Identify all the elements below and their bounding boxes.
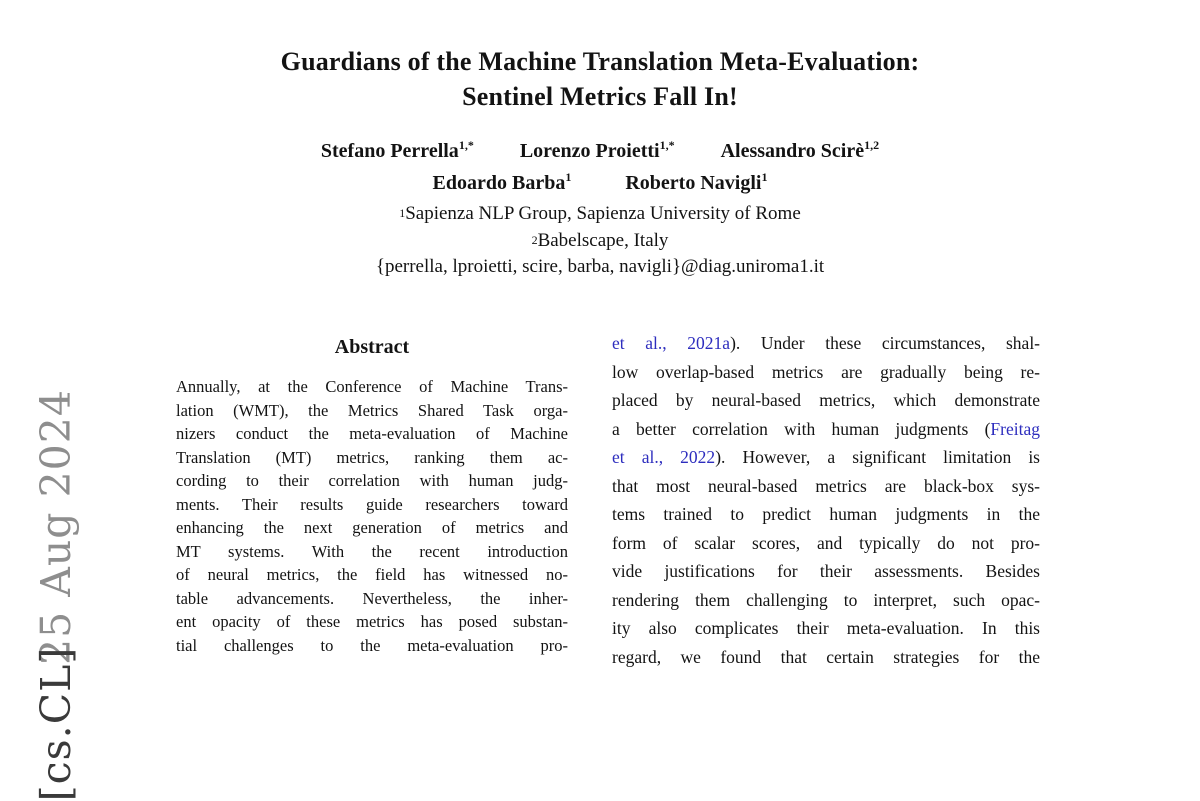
arxiv-category-clipped: [cs.CL] xyxy=(32,646,80,801)
text-segment: a better correlation with human judgments ( xyxy=(612,418,991,439)
author-affiliation-sup: 1,* xyxy=(458,138,474,152)
abstract-text-line: tial challenges to the meta-evaluation pro- xyxy=(176,635,568,655)
affiliation-sup: 1 xyxy=(399,206,406,220)
text-segment: form of scalar scores, and typically do not pro- xyxy=(612,532,1040,553)
authors-row-2 xyxy=(0,172,1200,195)
authors-row-1 xyxy=(0,140,1200,163)
text-segment: ). Under these circumstances, shal- xyxy=(730,333,1041,353)
text-segment: low overlap-based metrics are gradually being re- xyxy=(612,361,1040,382)
author-name: Lorenzo Proietti$^{1,*}$ xyxy=(519,138,675,162)
abstract-body xyxy=(176,375,568,657)
body-text-line xyxy=(612,386,1040,415)
abstract-text-line: Annually, at the Conference of Machine Trans- xyxy=(176,377,568,396)
body-text-line xyxy=(612,358,1040,387)
text-segment: vide justifications for their assessments. Besides xyxy=(612,561,1040,581)
arxiv-date-watermark: 25 Aug 2024 xyxy=(32,389,80,665)
citation-link[interactable]: et al., 2022 xyxy=(612,447,716,467)
introduction-column xyxy=(612,329,1040,671)
text-segment: ). However, a significant limitation is xyxy=(715,447,1040,467)
body-text-line xyxy=(612,557,1040,586)
abstract-heading: Abstract xyxy=(334,336,410,358)
author-name: Edoardo Barba$^1$ xyxy=(432,170,572,194)
affiliations-block xyxy=(0,201,1200,281)
body-text-line xyxy=(612,643,1040,672)
text-segment: rendering them challenging to interpret, such opac- xyxy=(612,589,1040,610)
affiliation-line: $^1$Sapienza NLP Group, Sapienza University of Rome xyxy=(399,203,801,224)
abstract-text-line: ments. Their results guide researchers toward xyxy=(176,494,568,514)
text-segment: ity also complicates their meta-evaluation. In this xyxy=(612,618,1040,638)
author-name: Roberto Navigli$^1$ xyxy=(625,170,768,194)
author-affiliation-sup: 1 xyxy=(761,170,768,184)
author-affiliation-sup: 1 xyxy=(565,170,572,184)
abstract-text-line: enhancing the next generation of metrics and xyxy=(176,518,568,537)
citation-link[interactable]: et al., 2021a xyxy=(612,333,731,353)
body-text-line xyxy=(612,529,1040,558)
abstract-column xyxy=(176,336,568,657)
text-segment: regard, we found that certain strategies for the xyxy=(612,646,1040,667)
citation-link[interactable]: Freitag xyxy=(990,418,1040,439)
abstract-text-line: of neural metrics, the field has witnessed no- xyxy=(176,565,568,584)
paper-title xyxy=(0,44,1200,114)
abstract-text-line: MT systems. With the recent introduction xyxy=(176,541,568,561)
body-text-line xyxy=(612,443,1040,472)
body-text-line xyxy=(612,472,1040,501)
body-text-line xyxy=(612,415,1040,444)
text-segment: that most neural-based metrics are black-box sys- xyxy=(612,475,1040,496)
text-segment: tems trained to predict human judgments in the xyxy=(612,504,1040,524)
author-affiliation-sup: 1,* xyxy=(659,138,675,152)
paper-title-line-1: Guardians of the Machine Translation Meta-Evaluation: xyxy=(280,47,920,76)
text-segment: placed by neural-based metrics, which demonstrate xyxy=(612,390,1040,410)
author-name: Stefano Perrella$^{1,*}$ xyxy=(320,138,474,162)
author-name: Alessandro Scirè$^{1,2}$ xyxy=(720,138,880,162)
body-text-line xyxy=(612,586,1040,615)
body-text-line xyxy=(612,614,1040,643)
body-text-line xyxy=(612,500,1040,529)
abstract-text-line: lation (WMT), the Metrics Shared Task orga- xyxy=(176,400,568,420)
abstract-text-line: cording to their correlation with human judg- xyxy=(176,471,568,490)
abstract-text-line: ent opacity of these metrics has posed substan- xyxy=(176,612,568,631)
email-line: {perrella, lproietti, scire, barba, navigli}@diag.uniroma1.it xyxy=(375,256,825,277)
body-text-line xyxy=(612,329,1040,358)
abstract-text-line: table advancements. Nevertheless, the inher- xyxy=(176,588,568,608)
author-affiliation-sup: 1,2 xyxy=(864,138,880,152)
affiliation-line: $^2$Babelscape, Italy xyxy=(531,229,669,251)
affiliation-list xyxy=(0,201,1200,254)
abstract-text-line: nizers conduct the meta-evaluation of Machine xyxy=(176,424,568,443)
abstract-text-line: Translation (MT) metrics, ranking them ac- xyxy=(176,447,568,467)
paper-title-line-2: Sentinel Metrics Fall In! xyxy=(462,82,738,111)
affiliation-sup: 2 xyxy=(531,232,538,247)
